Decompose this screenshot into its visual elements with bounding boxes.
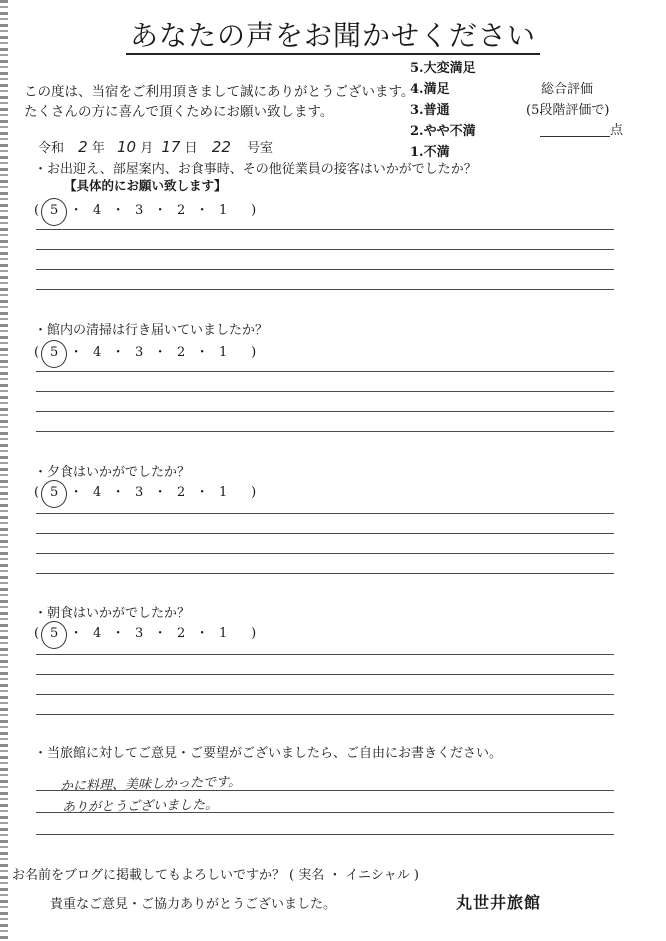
rating-selected: 5 [41,621,67,649]
specific-note: 【具体的にお願い致します】 [64,178,227,193]
answer-line[interactable] [36,411,614,412]
inn-name: 丸世井旅館 [456,893,542,912]
blog-question: お名前をブログに掲載してもよろしいですか？ [12,868,286,883]
scale-item-4: 4.満足 [410,82,450,97]
answer-line[interactable] [36,229,614,230]
answer-line[interactable] [36,269,614,270]
question-2: ・館内の清掃は行き届いていましたか？ [34,323,269,338]
scale-item-2: 2.やや不満 [410,124,476,139]
answer-line[interactable] [36,674,614,675]
answer-line[interactable] [36,714,614,715]
question-4: ・朝食はいかがでしたか？ [34,606,191,621]
rating-selected: 5 [41,198,67,226]
room-label: 号室 [247,141,274,156]
month-value: 10 [117,138,137,156]
answer-line[interactable] [36,790,614,791]
intro-line-1: この度は、当宿をご利用頂きまして誠にありがとうございます。 [24,84,415,100]
answer-line[interactable] [36,654,614,655]
scale-item-3: 3.普通 [410,103,450,118]
question-1: ・お出迎え、部屋案内、お食事時、その他従業員の接客はいかがでしたか？ [34,162,477,177]
answer-line[interactable] [36,391,614,392]
intro-line-2: たくさんの方に喜んで頂くためにお願い致します。 [24,104,334,120]
answer-line[interactable] [36,553,614,554]
answer-line[interactable] [36,289,614,290]
answer-line[interactable] [36,834,614,835]
answer-line[interactable] [36,371,614,372]
handwritten-comment-1: かに料理、美味しかったです。 [59,774,242,795]
comments-prompt: ・当旅館に対してご意見・ご要望がございましたら、ご自由にお書きください。 [34,746,503,761]
day-value: 17 [161,138,181,156]
overall-score-field[interactable] [540,119,623,138]
room-value: 22 [211,138,231,156]
rating-2[interactable]: ( 5 ・ 4 ・ 3 ・ 2 ・ 1 ) [34,341,256,368]
year-value: 2 [78,138,88,156]
month-label: 月 [140,141,154,156]
answer-line[interactable] [36,533,614,534]
answer-line[interactable] [36,573,614,574]
answer-line[interactable] [36,812,614,813]
year-label: 年 [91,141,105,156]
answer-line[interactable] [36,694,614,695]
question-3: ・夕食はいかがでしたか？ [34,465,191,480]
blog-options[interactable]: ( 実名 ・ イニシャル ) [289,868,419,883]
page-title: あなたの声をお聞かせください [0,14,666,54]
rating-selected: 5 [41,340,67,368]
overall-sub: (5段階評価で) [526,103,610,118]
scale-item-1: 1.不満 [410,145,450,160]
rating-3[interactable]: ( 5 ・ 4 ・ 3 ・ 2 ・ 1 ) [34,481,256,508]
rating-selected: 5 [41,480,67,508]
answer-line[interactable] [36,249,614,250]
era: 令和 [38,141,65,156]
answer-line[interactable] [36,513,614,514]
rating-1[interactable]: ( 5 ・ 4 ・ 3 ・ 2 ・ 1 ) [34,199,256,226]
scan-edge-artifact [0,0,8,941]
date-room-line [38,137,273,156]
overall-label: 総合評価 [541,82,594,97]
scale-item-5: 5.大変満足 [410,61,476,76]
rating-4[interactable]: ( 5 ・ 4 ・ 3 ・ 2 ・ 1 ) [34,622,256,649]
closing-message: 貴重なご意見・ご協力ありがとうございました。 [50,897,337,912]
day-label: 日 [184,141,198,156]
overall-unit: 点 [610,123,624,138]
handwritten-comment-2: ありがとうございました。 [61,797,219,816]
answer-line[interactable] [36,431,614,432]
